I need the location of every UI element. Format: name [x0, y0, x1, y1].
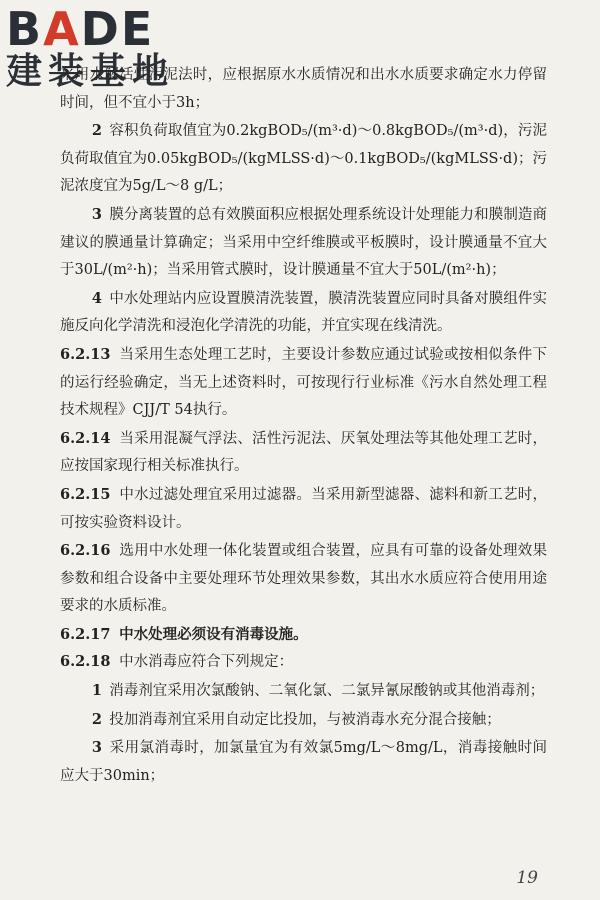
item-number: 3: [91, 205, 102, 223]
section-clause: 6.2.16 选用中水处理一体化装置或组合装置，应具有可靠的设备处理效果参数和组合设备中主要处理环节处理效果参数，其出水水质应符合使用用途要求的水质标准。: [60, 542, 547, 615]
clause-item: 3 膜分离装置的总有效膜面积应根据处理系统设计处理能力和膜制造商建议的膜通量计算确定；当采用中空纤维膜或平板膜时，设计膜通量不宜大于30L/(m²·h)；当采用管式膜时，设计膜通量不宜大于50L/(m²·h)；: [60, 205, 547, 279]
section-clause-mandatory: 6.2.17 中水处理必须设有消毒设施。: [60, 625, 308, 643]
section-number: 6.2.13: [60, 345, 111, 363]
clause-item: 2 投加消毒剂宜采用自动定比投加，与被消毒水充分混合接触；: [91, 710, 501, 728]
section-clause: 6.2.13 当采用生态处理工艺时，主要设计参数应通过试验或按相似条件下的运行经验确定，当无上述资料时，可按现行行业标准《污水自然处理工程技术规程》CJJ/T 54执行。: [60, 345, 547, 419]
item-number: 3: [91, 739, 102, 757]
document-body: [60, 62, 547, 790]
clause-item: 3 采用氯消毒时，加氯量宜为有效氯5mg/L～8mg/L，消毒接触时间应大于30min；: [60, 739, 547, 784]
logo-text-en: BADE: [6, 2, 155, 56]
section-clause: 6.2.14 当采用混凝气浮法、活性污泥法、厌氧处理法等其他处理工艺时，应按国家现行相关标准执行。: [60, 429, 547, 475]
paragraph-continuation: 采用水解活性污泥法时，应根据原水水质情况和出水水质要求确定水力停留时间，但不宜小于3h；: [60, 67, 547, 111]
section-number: 6.2.16: [60, 542, 111, 560]
item-number: 4: [91, 289, 102, 307]
section-number: 6.2.18: [60, 653, 111, 671]
item-number: 2: [91, 710, 102, 728]
clause-item: 1 消毒剂宜采用次氯酸钠、二氧化氯、二氯异氰尿酸钠或其他消毒剂；: [91, 682, 545, 700]
section-number: 6.2.15: [60, 485, 111, 503]
section-number: 6.2.17: [60, 625, 111, 643]
clause-item: 4 中水处理站内应设置膜清洗装置，膜清洗装置应同时具备对膜组件实施反向化学清洗和浸泡化学清洗的功能，并宜实现在线清洗。: [60, 289, 547, 335]
item-number: 2: [91, 122, 102, 140]
section-clause: 6.2.18 中水消毒应符合下列规定：: [60, 653, 294, 671]
clause-item: 2 容积负荷取值宜为0.2kgBOD₅/(m³·d)～0.8kgBOD₅/(m³·d)，污泥负荷取值宜为0.05kgBOD₅/(kgMLSS·d)～0.1kgBOD₅/(kgMLSS·d)；污泥浓度宜为5g/L～8 g/L；: [60, 122, 547, 195]
page-number: 19: [516, 868, 538, 888]
item-number: 1: [91, 682, 102, 700]
section-number: 6.2.14: [60, 429, 111, 447]
section-clause: 6.2.15 中水过滤处理宜采用过滤器。当采用新型滤器、滤料和新工艺时，可按实验资料设计。: [60, 485, 547, 531]
logo-text-cn: 建装基地: [6, 51, 175, 92]
